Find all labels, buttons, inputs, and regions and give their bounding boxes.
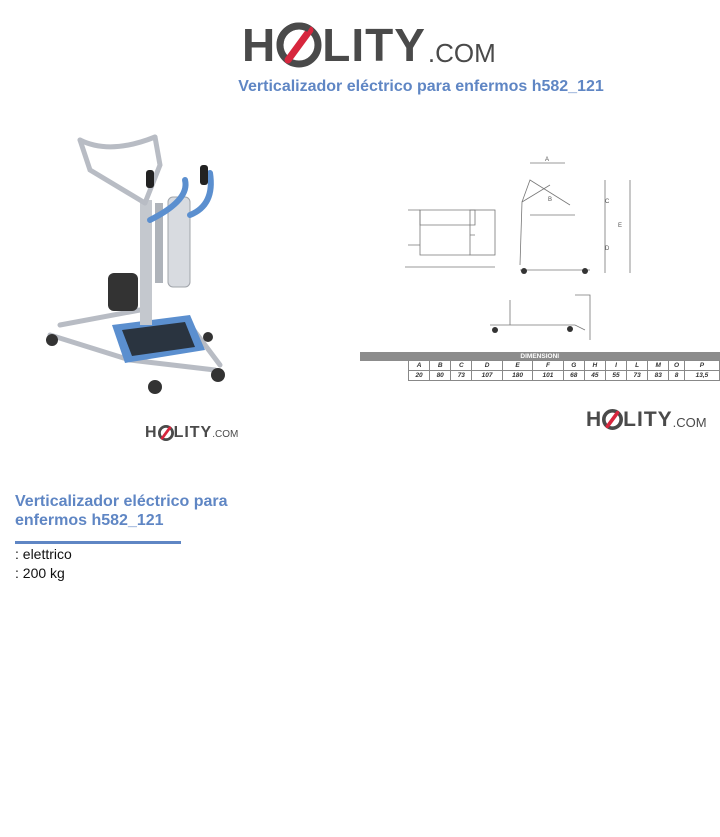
dimension-column-label: P	[684, 361, 719, 371]
dimension-value: 107	[472, 371, 502, 381]
dimension-value: 45	[584, 371, 605, 381]
logo-letters-lity: LITY	[322, 19, 426, 71]
technical-drawing	[400, 155, 640, 345]
logo-o-icon	[158, 425, 174, 441]
svg-text:B: B	[548, 197, 553, 203]
dimension-value: 73	[627, 371, 648, 381]
holity-watermark-logo	[145, 423, 238, 441]
product-photo	[40, 125, 250, 395]
logo-letters-lity: LITY	[623, 408, 673, 431]
dimension-value: 101	[533, 371, 563, 381]
spec-line: : 200 kg	[15, 565, 65, 581]
dimension-column-label: G	[563, 361, 584, 371]
heading-divider	[15, 541, 181, 544]
svg-text:E: E	[618, 223, 623, 229]
dimension-column-label: H	[584, 361, 605, 371]
logo-o-icon	[276, 22, 322, 68]
dimension-value: 8	[669, 371, 685, 381]
svg-text:A: A	[545, 157, 550, 163]
logo-com: .COM	[427, 38, 496, 68]
svg-text:D: D	[605, 246, 610, 252]
dimension-column-label: F	[533, 361, 563, 371]
dimension-column-label: L	[627, 361, 648, 371]
logo-letter-h: H	[242, 19, 277, 71]
holity-logo[interactable]	[242, 12, 496, 71]
dimensions-values-row	[360, 371, 720, 381]
dimension-column-label: A	[409, 361, 430, 371]
dimension-column-label: D	[472, 361, 502, 371]
dimensions-columns-row	[360, 361, 720, 371]
spec-line: : elettrico	[15, 546, 72, 562]
dimension-column-label: M	[648, 361, 669, 371]
dimension-value: 13,5	[684, 371, 719, 381]
holity-watermark-logo	[586, 404, 707, 430]
dimension-column-label: B	[430, 361, 451, 371]
dimension-column-label: E	[502, 361, 532, 371]
logo-letter-h: H	[586, 408, 603, 431]
logo-o-icon	[602, 409, 623, 430]
logo-com: .COM	[672, 415, 707, 430]
logo-com: .COM	[212, 429, 239, 440]
dimension-column-label: C	[451, 361, 472, 371]
svg-text:C: C	[605, 199, 610, 205]
dimension-value: 68	[563, 371, 584, 381]
dimension-value: 180	[502, 371, 532, 381]
dimensions-header: DIMENSIONI	[360, 352, 720, 361]
dimension-column-label: I	[605, 361, 626, 371]
logo-letters-lity: LITY	[173, 424, 213, 441]
dimension-column-label: O	[669, 361, 685, 371]
logo-letter-h: H	[145, 424, 158, 441]
page-title: Verticalizador eléctrico para enfermos h582_121	[238, 78, 604, 95]
dimension-value: 83	[648, 371, 669, 381]
product-heading: Verticalizador eléctrico para enfermos h582_121	[15, 493, 228, 529]
dimensions-table	[360, 352, 720, 381]
dimension-value: 55	[605, 371, 626, 381]
dimension-value: 80	[430, 371, 451, 381]
dimension-value: 20	[409, 371, 430, 381]
dimension-value: 73	[451, 371, 472, 381]
